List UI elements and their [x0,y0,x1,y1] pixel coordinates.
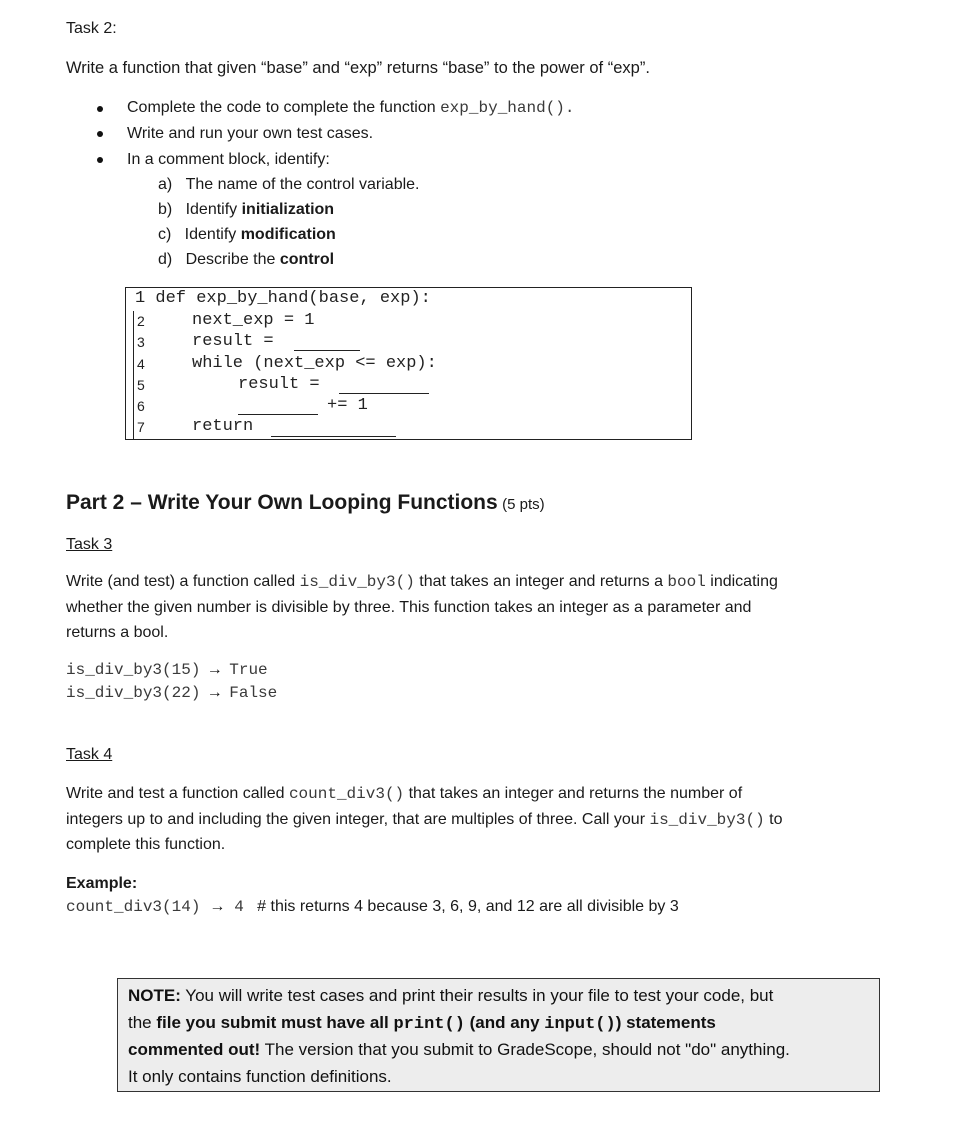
note-line-1: NOTE: You will write test cases and print their results in your file to test your code, but [128,986,774,1005]
task3-example-2: is_div_by3(22) → False [66,684,278,702]
bullet-text-1: Complete the code to complete the function exp_by_hand(). [127,99,575,117]
task2-intro: Write a function that given “base” and “exp” returns “base” to the power of “exp”. [66,59,650,77]
blank-line-6 [238,414,318,415]
task3-line-2: whether the given number is divisible by three. This function takes an integer as a parameter and [66,599,752,616]
code-line-5: result = [238,375,320,394]
task2-heading: Task 2: [66,20,117,37]
task4-line-1: Write and test a function called count_div3() that takes an integer and returns the number of [66,785,743,803]
bullet-1 [97,106,103,112]
note-box [117,978,880,1092]
blank-line-7 [271,436,396,437]
bullet-text-2: Write and run your own test cases. [127,125,374,142]
code-gutter [133,311,134,440]
task3-heading: Task 3 [66,536,113,553]
task3-example-1: is_div_by3(15) → True [66,661,268,679]
bullet-text-3: In a comment block, identify: [127,151,330,168]
code-line-2: next_exp = 1 [192,311,315,330]
line-number-2: 2 [137,313,145,329]
code-line-4: while (next_exp <= exp): [192,354,437,373]
line-number-4: 4 [137,356,145,372]
sub-item-c: c) Identify modification [158,226,336,243]
task4-line-3: complete this function. [66,836,226,853]
line-number-7: 7 [137,419,145,435]
sub-item-b: b) Identify initialization [158,201,335,218]
task4-heading: Task 4 [66,746,113,763]
code-line-1: 1 def exp_by_hand(base, exp): [135,289,431,308]
blank-line-5 [339,393,429,394]
note-line-2: the file you submit must have all print() (and any input()) statements [128,1013,716,1034]
note-line-3: commented out! The version that you submit to GradeScope, should not "do" anything. [128,1040,790,1059]
task4-example-label: Example: [66,875,138,892]
bullet-3 [97,157,103,163]
line-number-3: 3 [137,334,145,350]
bullet-2 [97,131,103,137]
task3-line-1: Write (and test) a function called is_div_by3() that takes an integer and returns a bool indicating [66,573,778,591]
part2-heading: Part 2 – Write Your Own Looping Functions (5 pts) [66,491,545,514]
line-number-5: 5 [137,377,145,393]
code-line-6: += 1 [327,396,368,415]
line-number-6: 6 [137,398,145,414]
sub-item-d: d) Describe the control [158,251,335,268]
code-line-3: result = [192,332,274,351]
code-line-7: return [192,417,254,436]
note-line-4: It only contains function definitions. [128,1067,392,1086]
task4-example: count_div3(14) → 4 # this returns 4 because 3, 6, 9, and 12 are all divisible by 3 [66,898,679,916]
task3-line-3: returns a bool. [66,624,169,641]
sub-item-a: a) The name of the control variable. [158,176,420,193]
blank-line-3 [294,350,360,351]
task4-line-2: integers up to and including the given integer, that are multiples of three. Call your is_div_by3() to [66,811,783,829]
